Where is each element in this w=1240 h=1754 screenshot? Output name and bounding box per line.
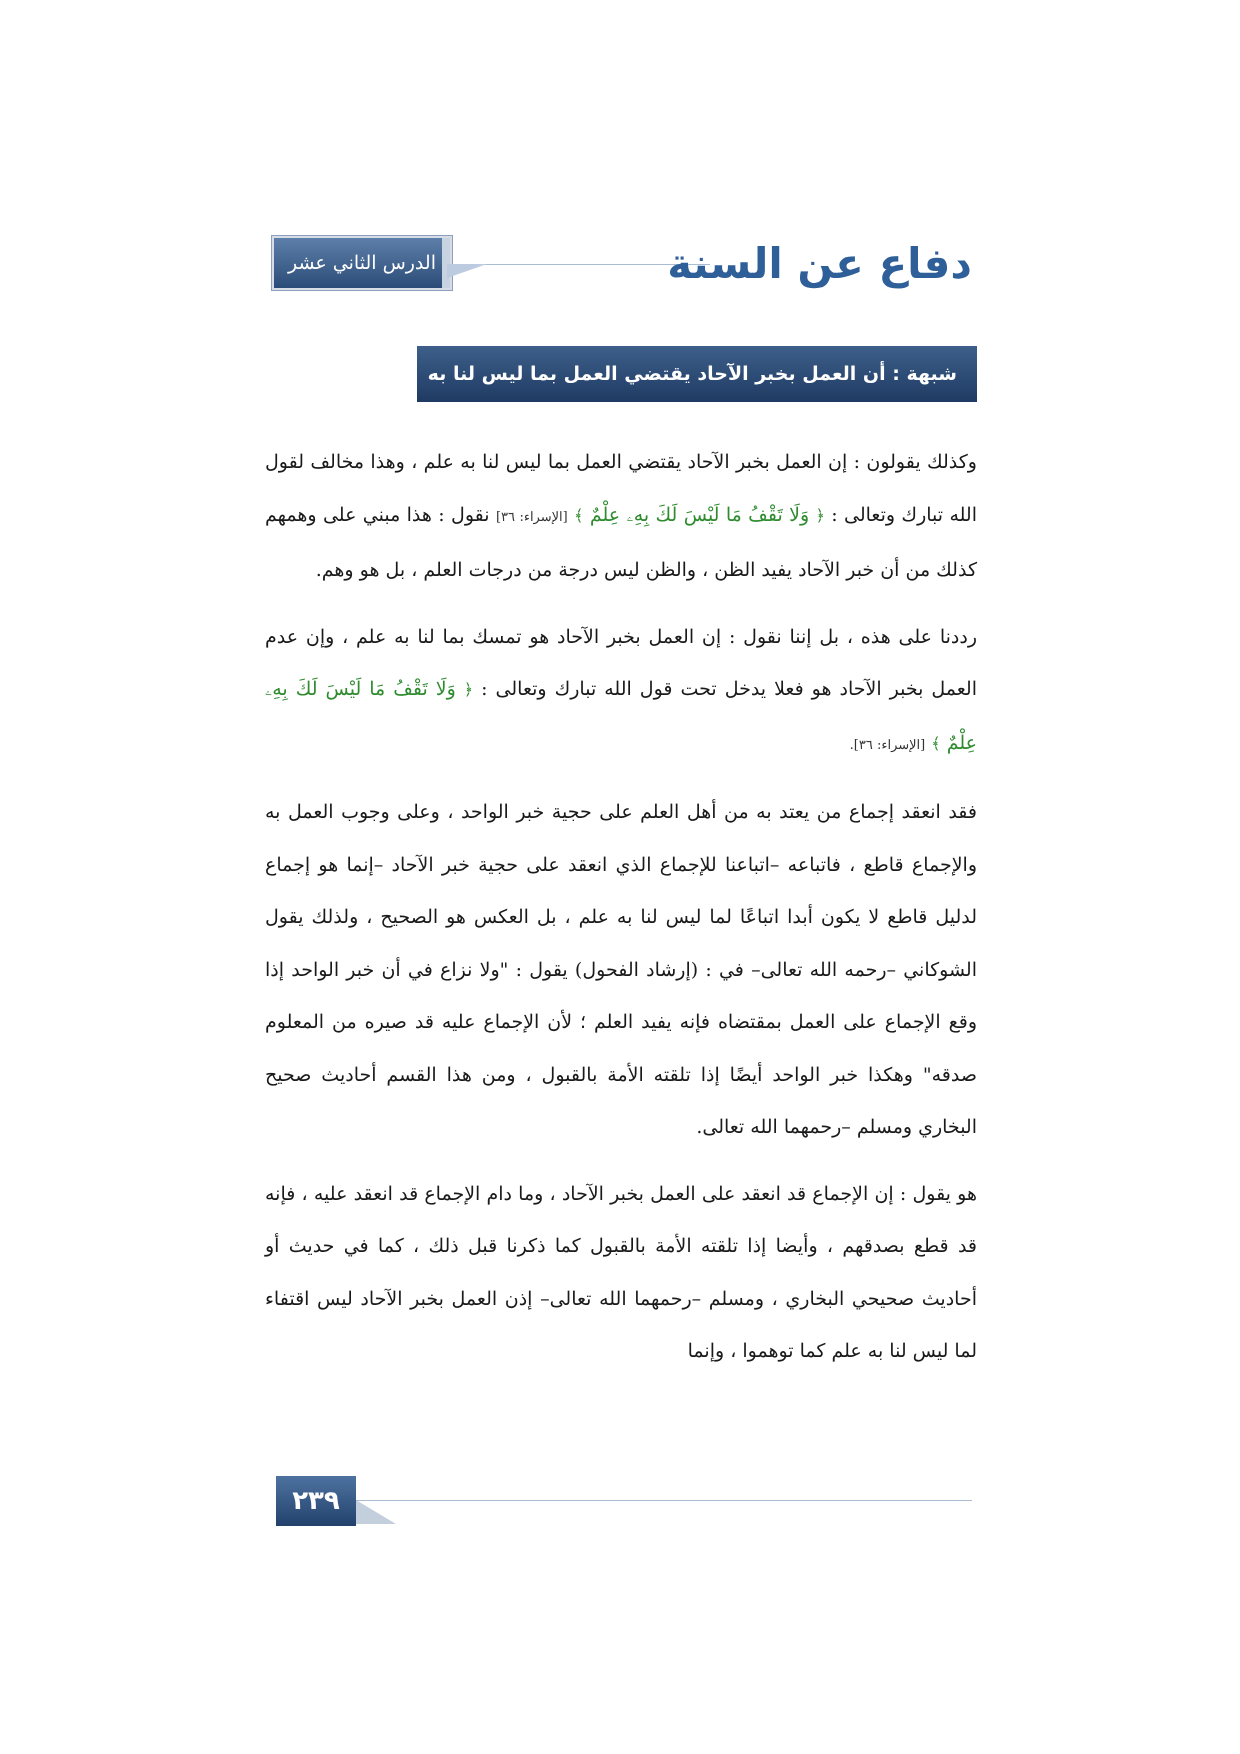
- ayah-close-bracket: ﴾: [574, 505, 584, 525]
- footer-wedge-decoration: [356, 1500, 396, 1524]
- paragraph-1-text-b: نقول : هذا مبني على وهمهم كذلك من أن خبر الآحاد يفيد الظن ، والظن ليس درجة من درجات العلم ، بل هو وهم.: [265, 503, 977, 581]
- page-footer: [276, 1476, 972, 1526]
- section-heading: شبهة : أن العمل بخبر الآحاد يقتضي العمل بما ليس لنا به علم: [417, 346, 977, 402]
- paragraph-1: [265, 436, 977, 597]
- ayah-close-bracket: ﴾: [931, 733, 941, 753]
- paragraph-3: فقد انعقد إجماع من يعتد به من أهل العلم على حجية خبر الواحد ، وعلى وجوب العمل به والإجماع قاطع ، فاتباعه –اتباعنا للإجماع الذي انعقد على حجية خبر الآحاد –إنما هو إجماع لدليل قاطع لا يكون أبدا اتباعًا لما ليس لنا به علم ، بل العكس هو الصحيح ، ولذلك يقول الشوكاني –رحمه الله تعالى– في : (إرشاد الفحول) يقول : "ولا نزاع في أن خبر الواحد إذا وقع الإجماع على العمل بمقتضاه فإنه يفيد العلم ؛ لأن الإجماع عليه قد صيره من المعلوم صدقه" وهكذا خبر الواحد أيضًا إذا تلقته الأمة بالقبول ، ومن هذا القسم أحاديث صحيح البخاري ومسلم –رحمهما الله تعالى.: [265, 801, 977, 1138]
- footer-rule: [356, 1500, 972, 1501]
- lesson-badge: [272, 236, 452, 290]
- page-header: [272, 236, 972, 292]
- book-title: دفاع عن السنة: [667, 239, 972, 288]
- ayah-open-bracket: ﴿: [463, 680, 474, 699]
- paragraph-2-text: رددنا على هذه ، بل إننا نقول : إن العمل بخبر الآحاد هو تمسك بما لنا به علم ، وإن عدم العمل بخبر الآحاد هو فعلا يدخل تحت قول الله تبارك وتعالى :: [265, 625, 977, 700]
- quran-verse: وَلَا تَقْفُ مَا لَيْسَ لَكَ بِهِۦ عِلْمٌ: [265, 678, 977, 754]
- verse-reference: [الإسراء: ٣٦].: [849, 737, 926, 753]
- paragraph-4: هو يقول : إن الإجماع قد انعقد على العمل بخبر الآحاد ، وما دام الإجماع قد انعقد عليه ، فإنه قد قطع بصدقهم ، وأيضا إذا تلقته الأمة بالقبول كما ذكرنا قبل ذلك ، كما في حديث أو أحاديث صحيحي البخاري ، ومسلم –رحمهما الله تعالى– إذن العمل بخبر الآحاد ليس اقتفاء لما ليس لنا به علم كما توهموا ، وإنما: [265, 1182, 977, 1362]
- paragraph-2: [265, 611, 977, 773]
- verse-reference: [الإسراء: ٣٦]: [495, 509, 568, 525]
- body-text: [265, 436, 977, 1392]
- badge-accent: [442, 238, 450, 288]
- page-number: ٢٣٩: [276, 1476, 356, 1526]
- ayah-open-bracket: ﴿: [815, 505, 825, 525]
- paragraph-1-text-a: وكذلك يقولون : إن العمل بخبر الآحاد يقتضي العمل بما ليس لنا به علم ، وهذا مخالف لقول الله تبارك وتعالى :: [265, 451, 977, 526]
- quran-verse: وَلَا تَقْفُ مَا لَيْسَ لَكَ بِهِۦ عِلْمٌ: [589, 503, 810, 526]
- lesson-label: الدرس الثاني عشر: [288, 252, 436, 274]
- header-wedge-decoration: [447, 264, 487, 278]
